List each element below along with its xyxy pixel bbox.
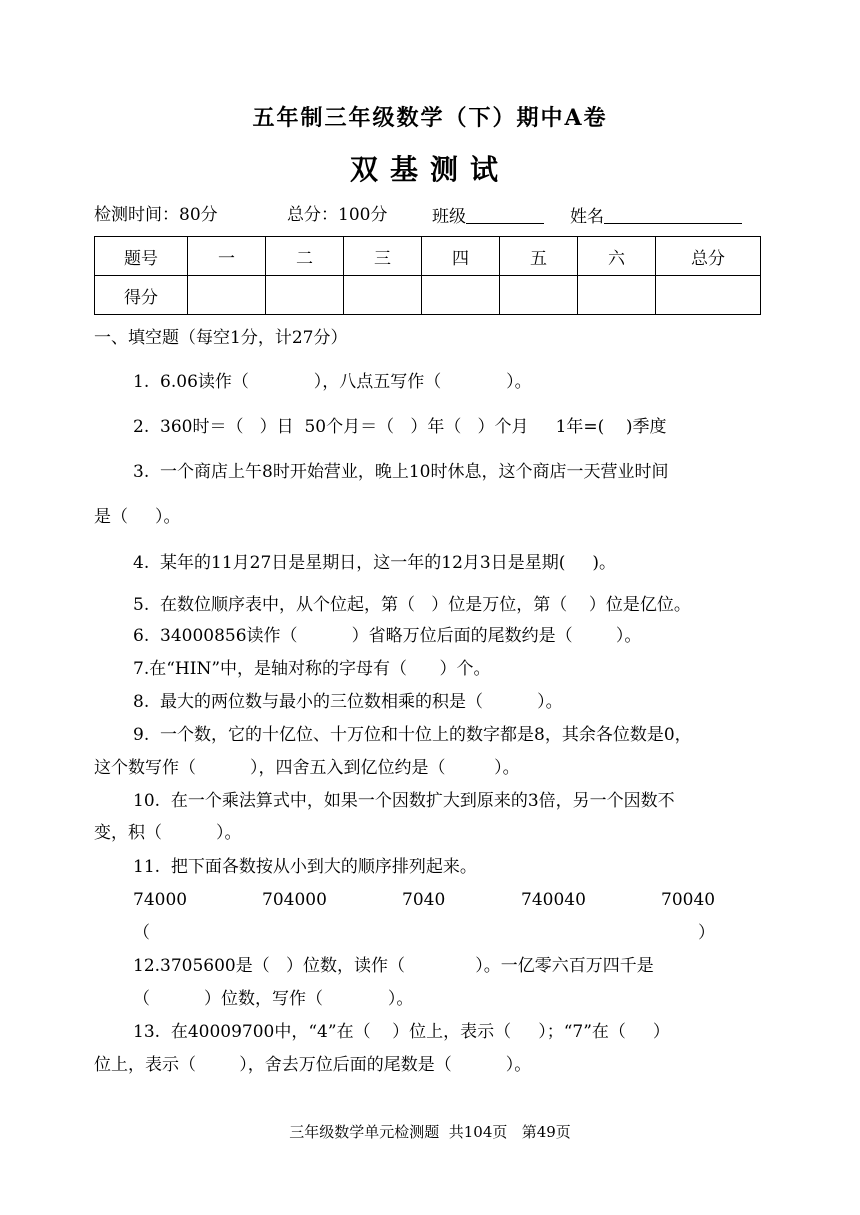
question-13-line-1: 13. 在40009700中，“4”在（ ）位上，表示（ ）；“7”在（ ）: [133, 1022, 670, 1042]
question-11: 11. 把下面各数按从小到大的顺序排列起来。: [133, 857, 477, 877]
question-7: 7.在“HIN”中，是轴对称的字母有（ ）个。: [133, 659, 491, 679]
q11-number: 740040: [521, 890, 586, 910]
question-12-line-1: 12.3705600是（ ）位数，读作（ ）。一亿零六百万四千是: [133, 956, 654, 976]
question-6: 6. 34000856读作（ ）省略万位后面的尾数约是（ ）。: [133, 626, 642, 646]
score-header-cell: 题号: [95, 237, 188, 276]
name-field: [570, 207, 742, 226]
score-cell: [578, 276, 656, 315]
q11-number: 70040: [661, 890, 716, 910]
score-cell: [422, 276, 500, 315]
question-12-line-2: （ ）位数，写作（ ）。: [133, 989, 414, 1009]
q11-answer-close-paren: ）: [698, 923, 715, 943]
question-10-line-2: 变，积（ ）。: [94, 823, 242, 843]
exam-title: 五年制三年级数学（下）期中A卷: [252, 105, 608, 131]
score-table: [94, 236, 761, 315]
question-4: 4. 某年的11月27日是星期日，这一年的12月3日是星期( )。: [133, 553, 617, 573]
question-3-line-2: 是（ ）。: [94, 507, 181, 527]
question-9-line-1: 9. 一个数，它的十亿位、十万位和十位上的数字都是8，其余各位数是0，: [133, 725, 692, 745]
score-header-cell: 六: [578, 237, 656, 276]
q11-number: 7040: [402, 890, 446, 910]
score-cell: [500, 276, 578, 315]
test-time-label: 检测时间：80分: [94, 205, 218, 225]
q11-answer-open-paren: （: [133, 923, 150, 943]
question-10-line-1: 10. 在一个乘法算式中，如果一个因数扩大到原来的3倍，另一个因数不: [133, 791, 675, 811]
score-header-cell: 二: [266, 237, 344, 276]
score-cell: [188, 276, 266, 315]
score-cell: [344, 276, 422, 315]
score-row-label: 得分: [95, 276, 188, 315]
score-header-cell: 四: [422, 237, 500, 276]
score-header-cell: 三: [344, 237, 422, 276]
score-table-header-row: [95, 237, 761, 276]
question-13-line-2: 位上，表示（ ），舍去万位后面的尾数是（ ）。: [94, 1055, 532, 1075]
question-1: 1. 6.06读作（ ），八点五写作（ ）。: [133, 372, 532, 392]
score-header-cell: 一: [188, 237, 266, 276]
score-header-cell: 五: [500, 237, 578, 276]
class-field: [432, 207, 544, 226]
question-9-line-2: 这个数写作（ ），四舍五入到亿位约是（ ）。: [94, 758, 520, 778]
score-header-cell: 总分: [656, 237, 761, 276]
score-cell: [266, 276, 344, 315]
question-3-line-1: 3. 一个商店上午8时开始营业，晚上10时休息，这个商店一天营业时间: [133, 462, 669, 482]
class-label: 班级: [432, 207, 466, 227]
question-8: 8. 最大的两位数与最小的三位数相乘的积是（ ）。: [133, 692, 563, 712]
page-footer: 三年级数学单元检测题 共104页 第49页: [289, 1123, 571, 1141]
question-2: 2. 360时＝（ ）日 50个月＝（ ）年（ ）个月 1年=( )季度: [133, 417, 667, 437]
section-heading: 一、填空题（每空1分，计27分）: [94, 328, 348, 348]
q11-number: 74000: [133, 890, 188, 910]
score-cell: [656, 276, 761, 315]
name-blank: [604, 207, 742, 224]
score-table-score-row: [95, 276, 761, 315]
q11-number: 704000: [262, 890, 327, 910]
question-5: 5. 在数位顺序表中，从个位起，第（ ）位是万位，第（ ）位是亿位。: [133, 595, 691, 615]
exam-subtitle: 双基测试: [349, 153, 510, 186]
name-label: 姓名: [570, 207, 604, 227]
total-score-label: 总分：100分: [287, 205, 388, 225]
class-blank: [466, 207, 544, 224]
